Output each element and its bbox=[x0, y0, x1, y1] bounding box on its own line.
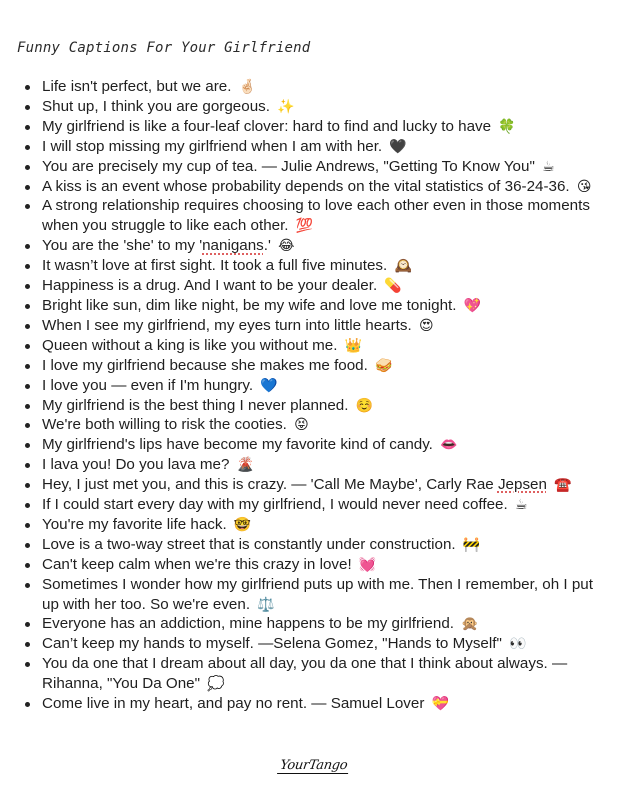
caption-text: You are precisely my cup of tea. — Julie Andrews, "Getting To Know You" bbox=[42, 157, 535, 175]
bullet-icon bbox=[25, 364, 30, 369]
bullet-icon bbox=[25, 483, 30, 488]
bullet-icon bbox=[25, 404, 30, 409]
caption-item bbox=[0, 97, 610, 117]
caption-item bbox=[0, 296, 610, 316]
volcano-icon: 🌋 bbox=[236, 456, 255, 473]
caption-text: My girlfriend's lips have become my favorite kind of candy. bbox=[42, 436, 433, 454]
heart-with-ribbon-icon: 💝 bbox=[431, 695, 450, 712]
caption-item bbox=[0, 157, 610, 177]
caption-text: I love my girlfriend because she makes me food. bbox=[42, 356, 368, 374]
bullet-icon bbox=[25, 642, 30, 647]
thought-balloon-icon: 💭 bbox=[207, 675, 225, 692]
face-blowing-kiss-icon: 😘 bbox=[576, 177, 592, 194]
caption-text: We're both willing to risk the cooties. bbox=[42, 416, 287, 434]
hundred-points-icon: 💯 bbox=[295, 217, 314, 234]
caption-item bbox=[0, 196, 610, 236]
bullet-icon bbox=[25, 662, 30, 667]
caption-text: When I see my girlfriend, my eyes turn into little hearts. bbox=[42, 316, 412, 334]
caption-item bbox=[0, 376, 610, 396]
bullet-icon bbox=[25, 443, 30, 448]
bullet-icon bbox=[25, 284, 30, 289]
caption-item bbox=[0, 77, 610, 97]
caption-item bbox=[0, 137, 610, 157]
caption-text: Can’t keep my hands to myself. —Selena Gomez, "Hands to Myself" bbox=[42, 635, 502, 653]
bullet-icon bbox=[25, 125, 30, 130]
bullet-icon bbox=[25, 244, 30, 249]
bullet-icon bbox=[25, 165, 30, 170]
bullet-icon bbox=[25, 324, 30, 329]
sparkles-icon: ✨ bbox=[277, 97, 295, 114]
caption-text: If I could start every day with my girlfriend, I would never need coffee. bbox=[42, 496, 508, 514]
caption-item bbox=[0, 614, 610, 634]
caption-text: A strong relationship requires choosing to love each other even in those moments when you struggle to like each other. bbox=[42, 197, 590, 235]
caption-text: Life isn't perfect, but we are. bbox=[42, 78, 232, 95]
bullet-icon bbox=[25, 384, 30, 389]
caption-item bbox=[0, 654, 610, 694]
mantelpiece-clock-icon: 🕰️ bbox=[394, 257, 412, 274]
spellcheck-flagged-word[interactable]: Jepsen bbox=[497, 476, 547, 494]
tears-of-joy-icon: 😂 bbox=[278, 237, 295, 254]
page-title: Funny Captions For Your Girlfriend bbox=[17, 40, 311, 56]
caption-text: Happiness is a drug. And I want to be your dealer. bbox=[42, 277, 378, 295]
bullet-icon bbox=[25, 702, 30, 707]
caption-item bbox=[0, 515, 610, 535]
bullet-icon bbox=[25, 344, 30, 349]
caption-text: Queen without a king is like you without me. bbox=[42, 336, 338, 354]
crown-icon: 👑 bbox=[344, 336, 363, 353]
bullet-icon bbox=[25, 563, 30, 568]
caption-item bbox=[0, 634, 610, 654]
balance-scale-icon: ⚖️ bbox=[257, 595, 275, 612]
caption-text: I lava you! Do you lava me? bbox=[42, 456, 230, 474]
sparkling-heart-icon: 💖 bbox=[463, 296, 482, 313]
bullet-icon bbox=[25, 105, 30, 110]
caption-text: I love you — even if I'm hungry. bbox=[42, 376, 254, 394]
caption-text: Can't keep calm when we're this crazy in love! bbox=[42, 555, 352, 573]
bullet-icon bbox=[25, 423, 30, 428]
bullet-icon bbox=[25, 622, 30, 627]
caption-item bbox=[0, 316, 610, 336]
beating-heart-icon: 💓 bbox=[358, 555, 377, 572]
lips-icon: 👄 bbox=[440, 436, 458, 453]
caption-item bbox=[0, 455, 610, 475]
spellcheck-flagged-word[interactable]: nanigans bbox=[202, 237, 264, 255]
coffee-icon: ☕ bbox=[514, 496, 528, 513]
caption-item bbox=[0, 396, 610, 416]
caption-item bbox=[0, 117, 610, 137]
caption-list bbox=[0, 77, 610, 714]
caption-text: My girlfriend is like a four-leaf clover: hard to find and lucky to have bbox=[42, 117, 492, 135]
caption-text: You are the 'she' to my ' bbox=[42, 237, 203, 255]
caption-text: You da one that I dream about all day, you da one that I think about always. — Rihanna, "You Da One" bbox=[42, 655, 568, 693]
bullet-icon bbox=[25, 304, 30, 309]
caption-text: A kiss is an event whose probability depends on the vital statistics of 36-24-36. bbox=[42, 177, 570, 195]
blue-heart-icon: 💙 bbox=[260, 376, 278, 393]
bullet-icon bbox=[25, 85, 30, 90]
caption-text: I will stop missing my girlfriend when I am with her. bbox=[42, 137, 383, 155]
caption-text: My girlfriend is the best thing I never planned. bbox=[42, 396, 349, 414]
caption-text: Sometimes I wonder how my girlfriend puts up with me. Then I remember, oh I put up with her too. So we're even. bbox=[42, 575, 593, 613]
caption-item bbox=[0, 415, 610, 435]
pill-icon: 💊 bbox=[384, 277, 402, 294]
caption-text: Hey, I just met you, and this is crazy. — 'Call Me Maybe', Carly Rae bbox=[42, 476, 498, 494]
bullet-icon bbox=[25, 185, 30, 190]
black-heart-icon: 🖤 bbox=[389, 137, 407, 154]
caption-item bbox=[0, 276, 610, 296]
smiling-face-icon: ☺️ bbox=[355, 396, 374, 413]
crossed-fingers-icon: 🤞🏻 bbox=[238, 78, 257, 94]
caption-text: Bright like sun, dim like night, be my wife and love me tonight. bbox=[42, 296, 457, 314]
caption-item bbox=[0, 177, 610, 197]
caption-text: Shut up, I think you are gorgeous. bbox=[42, 97, 270, 115]
bullet-icon bbox=[25, 523, 30, 528]
telephone-icon: ☎️ bbox=[554, 476, 572, 493]
caption-item bbox=[0, 575, 610, 615]
nerd-face-icon: 🤓 bbox=[233, 515, 252, 532]
speak-no-evil-monkey-icon: 🙊 bbox=[461, 615, 479, 632]
caption-item bbox=[0, 435, 610, 455]
sandwich-icon: 🥪 bbox=[375, 356, 393, 373]
construction-icon: 🚧 bbox=[462, 535, 481, 552]
hot-beverage-icon: ☕ bbox=[542, 157, 555, 174]
caption-text-end: .' bbox=[263, 237, 271, 255]
caption-item bbox=[0, 535, 610, 555]
caption-text: You're my favorite life hack. bbox=[42, 515, 227, 533]
bullet-icon bbox=[25, 583, 30, 588]
caption-text: Love is a two-way street that is constantly under construction. bbox=[42, 535, 456, 553]
bullet-icon bbox=[25, 204, 30, 209]
caption-item bbox=[0, 336, 610, 356]
bullet-icon bbox=[25, 264, 30, 269]
bullet-icon bbox=[25, 503, 30, 508]
bullet-icon bbox=[25, 463, 30, 468]
caption-item bbox=[0, 236, 610, 256]
caption-item bbox=[0, 694, 610, 714]
caption-item bbox=[0, 555, 610, 575]
heart-eyes-icon: 😍 bbox=[418, 316, 434, 333]
caption-item bbox=[0, 495, 610, 515]
four-leaf-clover-icon: 🍀 bbox=[498, 117, 516, 134]
caption-item bbox=[0, 475, 610, 495]
caption-text: Come live in my heart, and pay no rent. — Samuel Lover bbox=[42, 695, 425, 713]
caption-item bbox=[0, 356, 610, 376]
yourtango-logo: YourTango bbox=[277, 760, 350, 774]
caption-text: It wasn’t love at first sight. It took a full five minutes. bbox=[42, 257, 388, 275]
eyes-icon: 👀 bbox=[509, 635, 527, 652]
caption-item bbox=[0, 256, 610, 276]
bullet-icon bbox=[25, 543, 30, 548]
caption-text: Everyone has an addiction, mine happens to be my girlfriend. bbox=[42, 615, 454, 633]
bullet-icon bbox=[25, 145, 30, 150]
squinting-tongue-icon: 😝 bbox=[294, 416, 309, 433]
